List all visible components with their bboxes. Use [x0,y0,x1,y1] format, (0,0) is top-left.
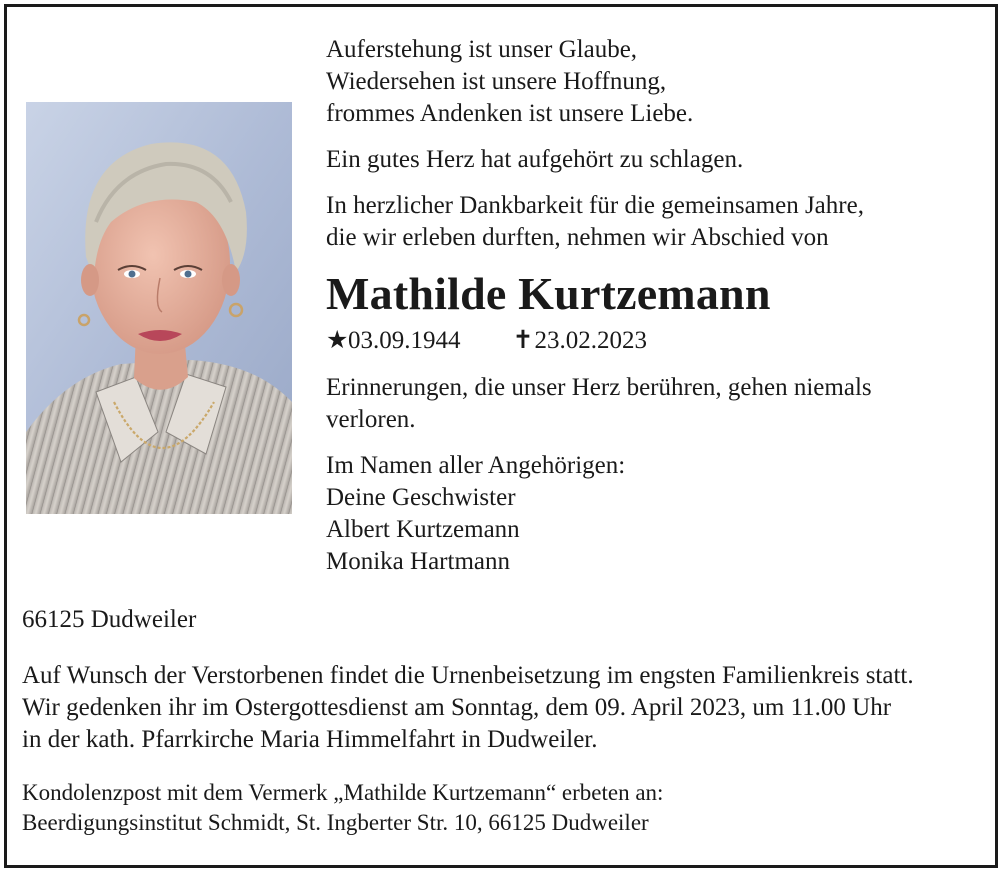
signatory-line: Deine Geschwister [326,484,516,511]
motto [326,34,976,130]
signatories [326,450,976,578]
heart-line: Ein gutes Herz hat aufgehört zu schlagen. [326,146,744,173]
signatory-line: Im Namen aller Angehörigen: [326,452,626,479]
farewell-line: die wir erleben durften, nehmen wir Abschied von [326,224,829,251]
location: 66125 Dudweiler [22,606,197,633]
ceremony-line: Wir gedenken ihr im Ostergottesdienst am Sonntag, dem 09. April 2023, um 11.00 Uhr [22,694,892,721]
memories-line: verloren. [326,406,416,433]
memories-line: Erinnerungen, die unser Herz berühren, gehen niemals [326,374,872,401]
cross-icon: ✝ [512,327,534,354]
life-dates [326,326,976,356]
deceased-name: Mathilde Kurtzemann [326,268,771,319]
signatory-line: Monika Hartmann [326,548,510,575]
star-icon: ★ [326,327,349,354]
motto-line: Wiedersehen ist unsere Hoffnung, [326,68,667,95]
memories-text [326,372,976,436]
condolence-line: Kondolenzpost mit dem Vermerk „Mathilde Kurtzemann“ erbeten an: [22,780,664,805]
motto-line: frommes Andenken ist unsere Liebe. [326,100,694,127]
portrait-photo [26,102,292,514]
condolence-line: Beerdigungsinstitut Schmidt, St. Ingberter Str. 10, 66125 Dudweiler [22,810,649,835]
death-date: 23.02.2023 [534,327,647,354]
condolence-text [22,778,982,838]
signatory-line: Albert Kurtzemann [326,516,520,543]
ceremony-line: in der kath. Pfarrkirche Maria Himmelfahrt in Dudweiler. [22,726,598,753]
ceremony-line: Auf Wunsch der Verstorbenen findet die Urnenbeisetzung im engsten Familienkreis statt. [22,662,914,689]
ceremony-text [22,660,982,756]
birth-date: 03.09.1944 [348,327,461,354]
obituary-text-column [326,34,976,578]
farewell-text [326,190,976,254]
farewell-line: In herzlicher Dankbarkeit für die gemeinsamen Jahre, [326,192,864,219]
motto-line: Auferstehung ist unser Glaube, [326,36,638,63]
